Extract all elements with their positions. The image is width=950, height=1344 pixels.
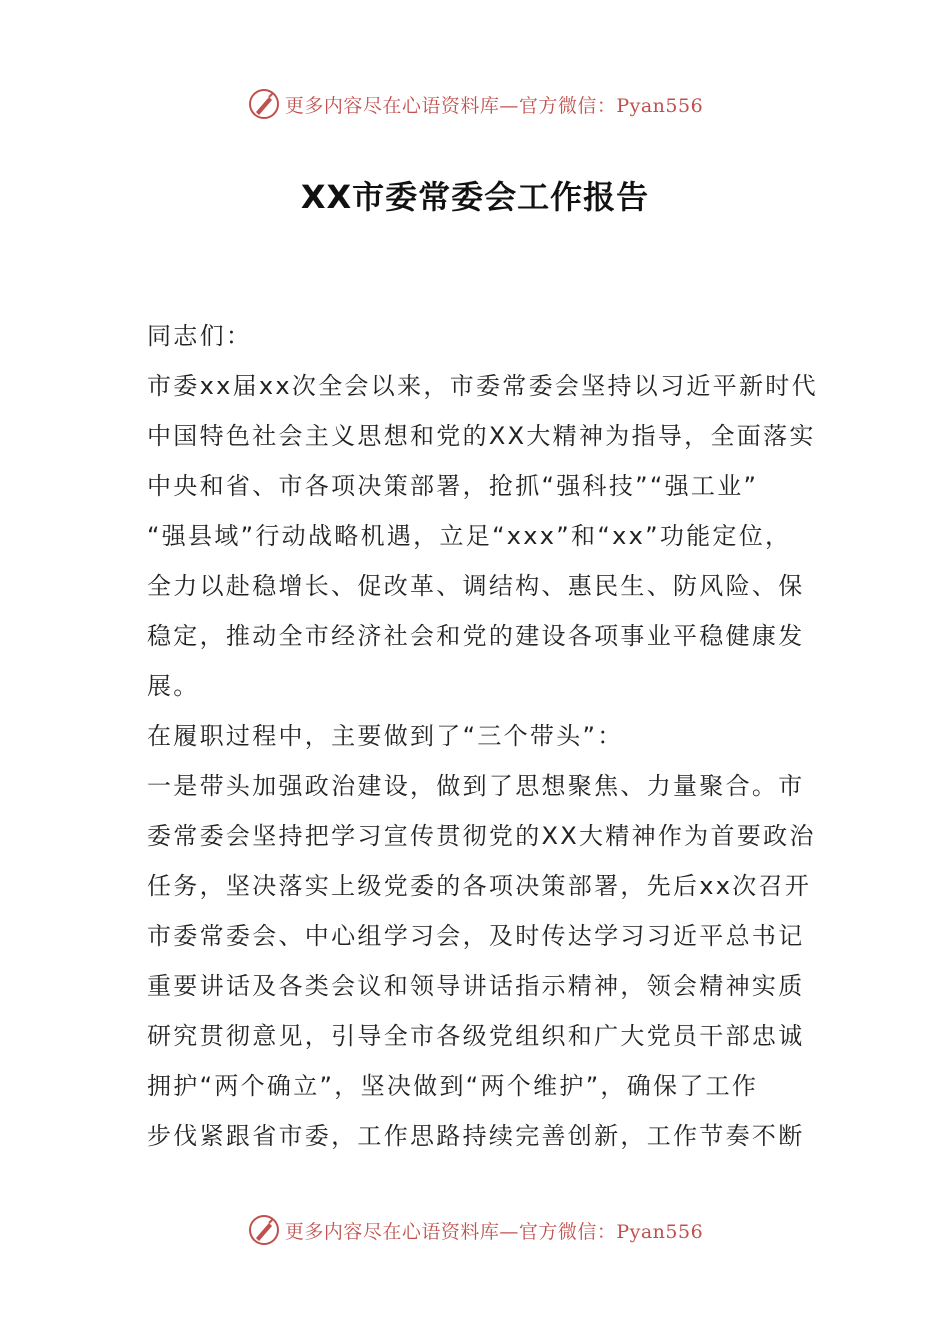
- body-line: 稳定，推动全市经济社会和党的建设各项事业平稳健康发: [147, 622, 805, 650]
- body-line: 同志们：: [147, 322, 253, 350]
- document-title: XX市委常委会工作报告: [300, 178, 650, 216]
- body-line: 任务，坚决落实上级党委的各项决策部署，先后xx次召开: [147, 872, 812, 900]
- body-line: 拥护“两个确立”，坚决做到“两个维护”，确保了工作: [147, 1072, 759, 1100]
- body-line: 重要讲话及各类会议和领导讲话指示精神，领会精神实质: [147, 972, 805, 1000]
- pen-logo-icon: [247, 87, 281, 121]
- footer-watermark: [0, 1210, 950, 1250]
- body-line: 全力以赴稳增长、促改革、调结构、惠民生、防风险、保: [147, 572, 805, 600]
- body-line: 一是带头加强政治建设，做到了思想聚焦、力量聚合。市: [147, 772, 805, 800]
- body-line: 在履职过程中，主要做到了“三个带头”：: [147, 722, 624, 750]
- body-line: 研究贯彻意见，引导全市各级党组织和广大党员干部忠诚: [147, 1022, 805, 1050]
- body-line: 市委常委会、中心组学习会，及时传达学习习近平总书记: [147, 922, 805, 950]
- body-line: 中央和省、市各项决策部署，抢抓“强科技”“强工业”: [147, 472, 759, 500]
- body-line: 中国特色社会主义思想和党的XX大精神为指导，全面落实: [147, 422, 816, 450]
- body-line: 市委xx届xx次全会以来，市委常委会坚持以习近平新时代: [147, 372, 818, 400]
- header-watermark: [0, 84, 950, 124]
- document-body: [147, 311, 818, 1161]
- body-line: 步伐紧跟省市委，工作思路持续完善创新，工作节奏不断: [147, 1122, 805, 1150]
- watermark-text: 更多内容尽在心语资料库—官方微信：Pyan556: [284, 94, 704, 117]
- body-line: 委常委会坚持把学习宣传贯彻党的XX大精神作为首要政治: [147, 822, 816, 850]
- watermark-text: 更多内容尽在心语资料库—官方微信：Pyan556: [284, 1220, 704, 1243]
- body-line: 展。: [147, 672, 200, 700]
- pen-logo-icon: [247, 1213, 281, 1247]
- body-line: “强县域”行动战略机遇，立足“xxx”和“xx”功能定位，: [147, 522, 792, 550]
